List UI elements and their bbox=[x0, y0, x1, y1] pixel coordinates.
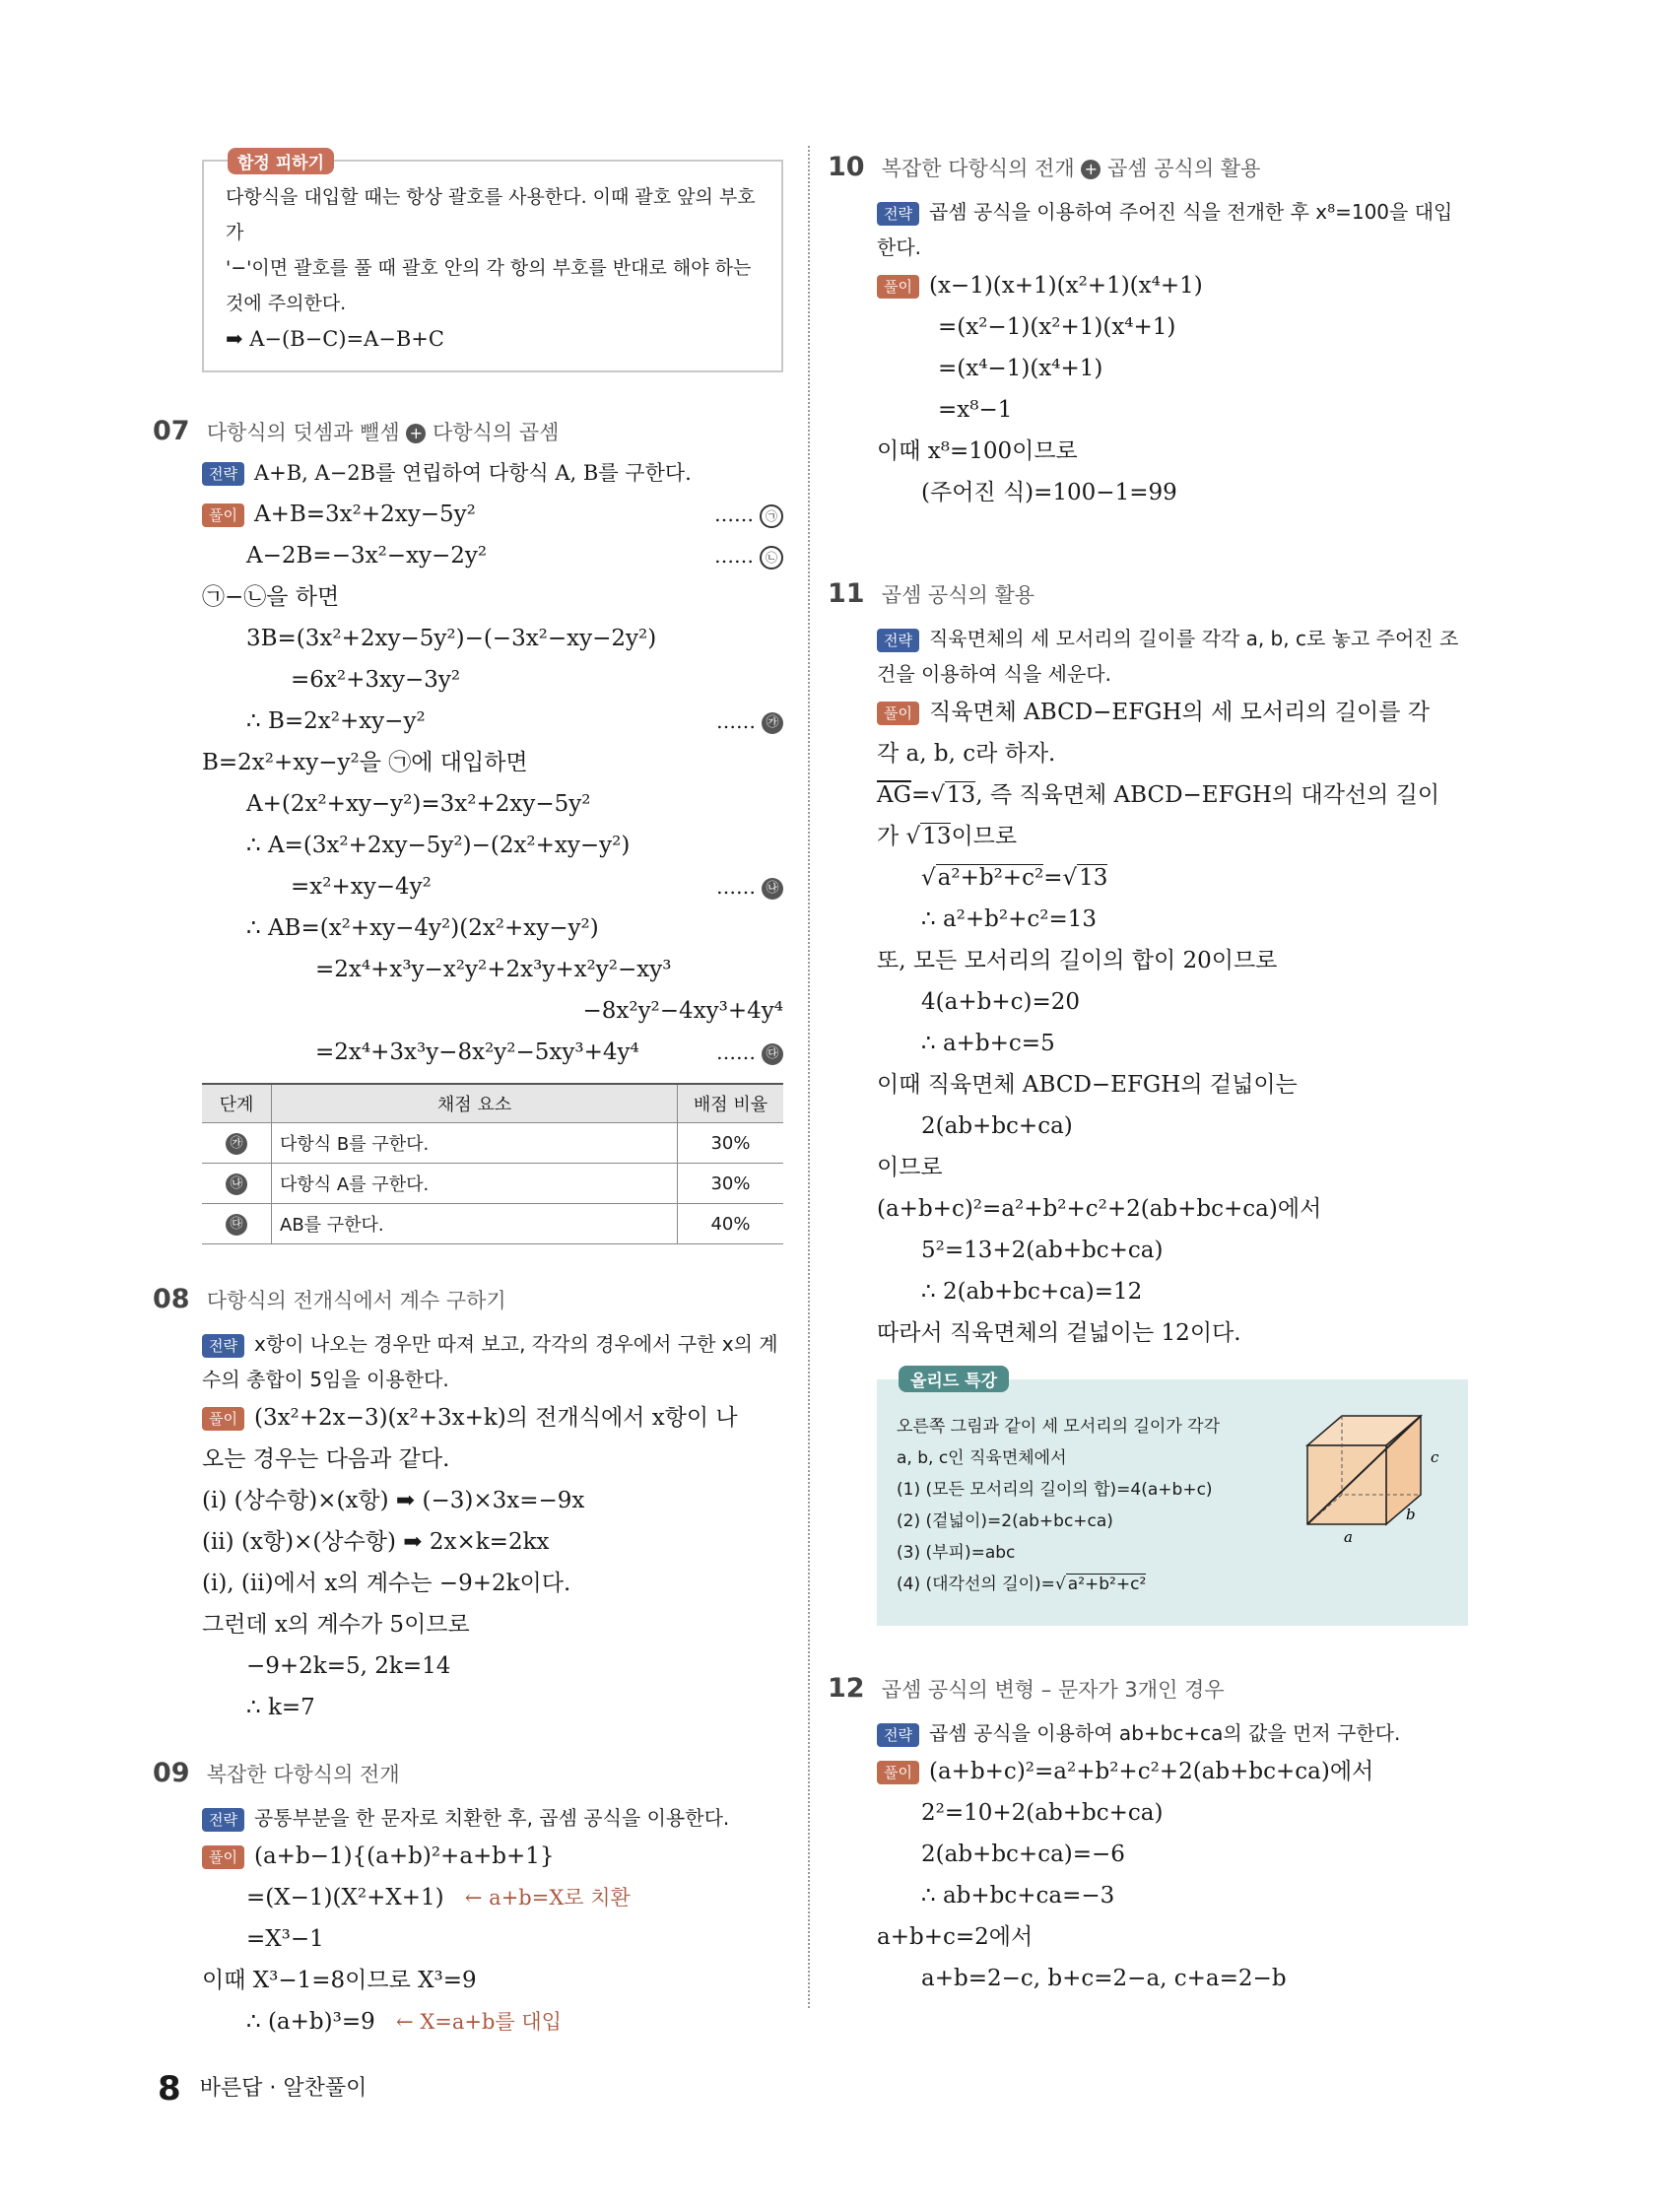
p07-line-4: 3B=(3x²+2xy−5y²)−(−3x²−xy−2y²) bbox=[246, 626, 657, 651]
item-cell: 다항식 A를 구한다. bbox=[272, 1164, 678, 1204]
p09-line-2 bbox=[202, 1877, 783, 1918]
strategy-badge: 전략 bbox=[877, 1723, 919, 1747]
tip-box bbox=[877, 1372, 1468, 1626]
p07-line-7: B=2x²+xy−y²을 ㉠에 대입하면 bbox=[202, 750, 528, 775]
step-circle: ㉯ bbox=[226, 1173, 247, 1195]
problem-07-title-b: 다항식의 곱셈 bbox=[433, 421, 560, 444]
p07-line-10 bbox=[202, 866, 783, 907]
p07-mark-1 bbox=[714, 494, 783, 535]
p09-note-5: ← X=a+b를 대입 bbox=[396, 2010, 562, 2034]
p11-eq-1: 직육면체 ABCD−EFGH의 세 모서리의 길이를 각 bbox=[928, 700, 1431, 725]
p08-line-4: (ⅱ) (x항)×(상수항) ➡ 2x×k=2kx bbox=[202, 1529, 550, 1555]
trap-line-1: 다항식을 대입할 때는 항상 괄호를 사용한다. 이때 괄호 앞의 부호가 bbox=[226, 186, 756, 243]
page-footer bbox=[158, 2069, 367, 2109]
solution-badge: 풀이 bbox=[877, 702, 919, 725]
p12-line-1 bbox=[877, 1751, 1468, 1792]
p07-line-9: ∴ A=(3x²+2xy−5y²)−(2x²+xy−y²) bbox=[246, 833, 631, 858]
problem-10-heading bbox=[828, 148, 1468, 188]
p08-line-7: −9+2k=5, 2k=14 bbox=[246, 1653, 451, 1679]
problem-12-title: 곱셈 공식의 변형 – 문자가 3개인 경우 bbox=[881, 1678, 1225, 1702]
table-row bbox=[202, 1164, 783, 1204]
p07-line-14 bbox=[202, 1032, 783, 1073]
p07-mark-6 bbox=[716, 701, 783, 742]
p11-strategy-1: 직육면체의 세 모서리의 길이를 각각 a, b, c로 놓고 주어진 조 bbox=[928, 627, 1459, 650]
score-table bbox=[202, 1083, 783, 1244]
problem-09 bbox=[153, 1754, 783, 2043]
p09-note-2: ← a+b=X로 치환 bbox=[464, 1886, 631, 1910]
p07-line-5: =6x²+3xy−3y² bbox=[291, 667, 461, 693]
p12-line-6: a+b=2−c, b+c=2−a, c+a=2−b bbox=[921, 1966, 1287, 1991]
tip-line-3: (1) (모든 모서리의 길이의 합)=4(a+b+c) bbox=[897, 1480, 1213, 1500]
p07-mark-10 bbox=[716, 866, 783, 907]
p11-line-3: $\overline{AG}=√13$, 즉 직육면체 ABCD−EFGH의 대각선의 길이 bbox=[877, 782, 1440, 808]
tip-line-4: (2) (겉넓이)=2(ab+bc+ca) bbox=[897, 1511, 1113, 1531]
strategy-badge: 전략 bbox=[202, 1808, 244, 1832]
p08-line-2: 오는 경우는 다음과 같다. bbox=[202, 1446, 450, 1472]
ratio-cell: 30% bbox=[678, 1123, 784, 1164]
circle-label: ㉰ bbox=[762, 1043, 783, 1065]
tip-line-5: (3) (부피)=abc bbox=[897, 1543, 1016, 1563]
score-table-header bbox=[202, 1084, 783, 1123]
p11-line-11: 2(ab+bc+ca) bbox=[921, 1113, 1073, 1139]
problem-07-title-a: 다항식의 덧셈과 뺄셈 bbox=[206, 421, 400, 444]
step-circle: ㉮ bbox=[226, 1133, 247, 1155]
p11-line-6: ∴ a²+b²+c²=13 bbox=[921, 906, 1098, 932]
p10-line-3: =(x⁴−1)(x⁴+1) bbox=[938, 356, 1103, 381]
trap-line-4: ➡ A−(B−C)=A−B+C bbox=[226, 327, 444, 351]
strategy-badge: 전략 bbox=[202, 462, 244, 486]
p08-eq-1: (3x²+2x−3)(x²+3x+k)의 전개식에서 x항이 나 bbox=[253, 1405, 738, 1431]
p11-line-15: ∴ 2(ab+bc+ca)=12 bbox=[921, 1279, 1143, 1305]
p09-strategy-line bbox=[202, 1800, 783, 1836]
p09-strategy: 공통부분을 한 문자로 치환한 후, 곱셈 공식을 이용한다. bbox=[253, 1806, 730, 1830]
p08-line-5: (ⅰ), (ⅱ)에서 x의 계수는 −9+2k이다. bbox=[202, 1571, 571, 1596]
p07-line-3: ㉠−㉡을 하면 bbox=[202, 584, 340, 610]
p07-mark-2 bbox=[714, 535, 783, 576]
circle-label: ㉮ bbox=[762, 712, 783, 734]
strategy-badge: 전략 bbox=[202, 1334, 244, 1358]
equals: = bbox=[910, 782, 931, 808]
item-cell: 다항식 B를 구한다. bbox=[272, 1123, 678, 1164]
page-number: 8 bbox=[158, 2069, 181, 2109]
table-row bbox=[202, 1123, 783, 1164]
cuboid-figure bbox=[1293, 1401, 1450, 1549]
sqrt-13: 13 bbox=[922, 824, 952, 849]
label-a: a bbox=[1344, 1528, 1353, 1546]
p07-line-8: A+(2x²+xy−y²)=3x²+2xy−5y² bbox=[246, 791, 591, 817]
problem-08-title: 다항식의 전개식에서 계수 구하기 bbox=[206, 1289, 506, 1312]
problem-08-number: 08 bbox=[153, 1284, 190, 1314]
p11-line-9: ∴ a+b+c=5 bbox=[921, 1031, 1055, 1056]
plus-icon: + bbox=[406, 424, 426, 443]
solution-badge: 풀이 bbox=[202, 503, 244, 527]
p12-line-4: ∴ ab+bc+ca=−3 bbox=[921, 1883, 1115, 1909]
p10-line-1 bbox=[877, 265, 1468, 306]
p09-eq-2: =(X−1)(X²+X+1) bbox=[246, 1885, 444, 1910]
step-circle: ㉰ bbox=[226, 1214, 247, 1236]
ratio-cell: 40% bbox=[678, 1204, 784, 1244]
p07-line-1 bbox=[202, 494, 783, 535]
p08-line-6: 그런데 x의 계수가 5이므로 bbox=[202, 1612, 470, 1638]
solution-badge: 풀이 bbox=[877, 1761, 919, 1784]
p07-eq-10: =x²+xy−4y² bbox=[291, 874, 432, 900]
problem-09-title: 복잡한 다항식의 전개 bbox=[206, 1763, 400, 1786]
p12-line-2: 2²=10+2(ab+bc+ca) bbox=[921, 1800, 1164, 1826]
problem-07-number: 07 bbox=[153, 416, 190, 446]
step-cell bbox=[202, 1123, 272, 1164]
label-c: c bbox=[1431, 1448, 1439, 1466]
p10-line-2: =(x²−1)(x²+1)(x⁴+1) bbox=[938, 314, 1176, 340]
solution-badge: 풀이 bbox=[202, 1407, 244, 1431]
solution-badge: 풀이 bbox=[202, 1845, 244, 1869]
p11-line-8: 4(a+b+c)=20 bbox=[921, 989, 1080, 1015]
problem-10 bbox=[828, 148, 1468, 513]
strategy-badge: 전략 bbox=[877, 202, 919, 226]
p08-strategy-line-1 bbox=[202, 1326, 783, 1362]
problem-10-title-a: 복잡한 다항식의 전개 bbox=[881, 157, 1075, 180]
problem-11-heading bbox=[828, 574, 1468, 615]
p07-line-12: =2x⁴+x³y−x²y²+2x³y+x²y²−xy³ bbox=[315, 957, 672, 982]
p07-strategy-line bbox=[202, 452, 783, 494]
p11-eq-4-pre: 가 bbox=[877, 824, 906, 849]
p10-eq-1: (x−1)(x+1)(x²+1)(x⁴+1) bbox=[928, 273, 1203, 299]
column-divider bbox=[808, 146, 810, 2008]
p11-line-13: (a+b+c)²=a²+b²+c²+2(ab+bc+ca)에서 bbox=[877, 1196, 1322, 1222]
tip-line-1: 오른쪽 그림과 같이 세 모서리의 길이가 각각 bbox=[897, 1417, 1221, 1437]
sqrt-13: 13 bbox=[1079, 865, 1108, 891]
strategy-badge: 전략 bbox=[877, 629, 919, 652]
solution-badge: 풀이 bbox=[877, 275, 919, 299]
step-cell bbox=[202, 1204, 272, 1244]
p07-line-2 bbox=[202, 535, 783, 576]
problem-10-title-b: 곱셈 공식의 활용 bbox=[1107, 157, 1261, 180]
p08-line-8: ∴ k=7 bbox=[246, 1695, 315, 1720]
p11-strategy-line-2: 건을 이용하여 식을 세운다. bbox=[877, 662, 1111, 686]
p11-eq-4-post: 이므로 bbox=[951, 824, 1018, 849]
p09-line-4: 이때 X³−1=8이므로 X³=9 bbox=[202, 1968, 477, 1993]
p10-strategy-line-2: 한다. bbox=[877, 235, 921, 259]
problem-10-number: 10 bbox=[828, 152, 865, 182]
p11-line-10: 이때 직육면체 ABCD−EFGH의 겉넓이는 bbox=[877, 1072, 1298, 1098]
problem-08-heading bbox=[153, 1280, 783, 1320]
p12-strategy: 곱셈 공식을 이용하여 ab+bc+ca의 값을 먼저 구한다. bbox=[928, 1721, 1401, 1745]
equals: = bbox=[1043, 865, 1063, 891]
problem-07 bbox=[153, 412, 783, 1244]
tip-line-6: (4) (대각선의 길이)=√ a²+b²+c² bbox=[897, 1575, 1147, 1594]
dots: …… bbox=[714, 544, 754, 568]
header-step: 단계 bbox=[202, 1084, 272, 1123]
p11-line-14: 5²=13+2(ab+bc+ca) bbox=[921, 1238, 1164, 1263]
problem-11 bbox=[828, 574, 1468, 1626]
dots: …… bbox=[716, 709, 756, 733]
header-ratio: 배점 비율 bbox=[678, 1084, 784, 1123]
p07-eq-2: A−2B=−3x²−xy−2y² bbox=[246, 543, 488, 569]
left-column bbox=[153, 148, 783, 2043]
problem-12-number: 12 bbox=[828, 1673, 865, 1704]
p09-eq-5: ∴ (a+b)³=9 bbox=[246, 2009, 375, 2035]
problem-07-heading bbox=[153, 412, 783, 452]
ratio-cell: 30% bbox=[678, 1164, 784, 1204]
p09-eq-1: (a+b−1){(a+b)²+a+b+1} bbox=[253, 1843, 555, 1869]
footer-label: 바른답 · 알찬풀이 bbox=[199, 2076, 367, 2101]
circle-label: ㉡ bbox=[760, 546, 783, 570]
p11-line-1 bbox=[877, 692, 1468, 733]
tip-line-6-pre: (4) (대각선의 길이)= bbox=[897, 1575, 1055, 1594]
p08-strategy-1: x항이 나오는 경우만 따져 보고, 각각의 경우에서 구한 x의 계 bbox=[253, 1332, 778, 1356]
p11-line-5: √a²+b²+c²=√13 bbox=[921, 865, 1108, 891]
p07-line-13: −8x²y²−4xy³+4y⁴ bbox=[582, 998, 783, 1024]
problem-11-number: 11 bbox=[828, 578, 865, 609]
p08-line-3: (ⅰ) (상수항)×(x항) ➡ (−3)×3x=−9x bbox=[202, 1488, 585, 1513]
trap-box-tag: 함정 피하기 bbox=[228, 148, 334, 174]
label-b: b bbox=[1406, 1506, 1416, 1523]
p11-line-2: 각 a, b, c라 하자. bbox=[877, 741, 1056, 767]
trap-box bbox=[202, 154, 783, 372]
p12-eq-1: (a+b+c)²=a²+b²+c²+2(ab+bc+ca)에서 bbox=[928, 1759, 1374, 1784]
item-cell: AB를 구한다. bbox=[272, 1204, 678, 1244]
sqrt-13: 13 bbox=[946, 782, 976, 808]
problem-11-title: 곱셈 공식의 활용 bbox=[881, 583, 1035, 607]
circle-label: ㉠ bbox=[760, 504, 783, 528]
p11-strategy-line-1 bbox=[877, 621, 1468, 656]
segment-ag: $\overline{AG}$ bbox=[877, 782, 911, 808]
right-column bbox=[828, 148, 1468, 1999]
trap-line-2: '−'이면 괄호를 풀 때 괄호 안의 각 항의 부호를 반대로 해야 하는 bbox=[226, 257, 752, 279]
p10-strategy-line-1 bbox=[877, 194, 1468, 230]
dots: …… bbox=[716, 875, 756, 899]
p08-strategy-line-2: 수의 총합이 5임을 이용한다. bbox=[202, 1368, 449, 1391]
p10-line-6: (주어진 식)=100−1=99 bbox=[921, 480, 1177, 505]
problem-12 bbox=[828, 1669, 1468, 1999]
problem-09-heading bbox=[153, 1754, 783, 1794]
p11-line-4: 가 √13이므로 bbox=[877, 824, 1018, 849]
p10-line-4: =x⁸−1 bbox=[938, 397, 1013, 423]
dots: …… bbox=[716, 1040, 756, 1064]
sqrt-sum-squares: a²+b²+c² bbox=[1067, 1575, 1147, 1594]
p12-line-5: a+b+c=2에서 bbox=[877, 1924, 1034, 1950]
dots: …… bbox=[714, 503, 754, 526]
plus-icon: + bbox=[1081, 160, 1101, 179]
header-item: 채점 요소 bbox=[272, 1084, 678, 1123]
p07-eq-6: ∴ B=2x²+xy−y² bbox=[246, 708, 426, 734]
p09-line-5 bbox=[202, 2001, 783, 2043]
step-cell bbox=[202, 1164, 272, 1204]
tip-box-tag: 올리드 특강 bbox=[899, 1366, 1009, 1392]
p07-eq-14: =2x⁴+3x³y−8x²y²−5xy³+4y⁴ bbox=[315, 1039, 639, 1065]
p10-line-5: 이때 x⁸=100이므로 bbox=[877, 438, 1078, 464]
p11-line-7: 또, 모든 모서리의 길이의 합이 20이므로 bbox=[877, 948, 1278, 973]
p11-line-12: 이므로 bbox=[877, 1155, 943, 1180]
table-row bbox=[202, 1204, 783, 1244]
p07-line-11: ∴ AB=(x²+xy−4y²)(2x²+xy−y²) bbox=[246, 915, 599, 941]
p11-line-16: 따라서 직육면체의 겉넓이는 12이다. bbox=[877, 1320, 1241, 1346]
p07-strategy: A+B, A−2B를 연립하여 다항식 A, B를 구한다. bbox=[253, 461, 692, 485]
p07-eq-1: A+B=3x²+2xy−5y² bbox=[253, 502, 476, 527]
p07-mark-14 bbox=[716, 1032, 783, 1073]
trap-line-3: 것에 주의한다. bbox=[226, 293, 347, 314]
p08-line-1 bbox=[202, 1397, 783, 1439]
p10-strategy-1: 곱셈 공식을 이용하여 주어진 식을 전개한 후 x⁸=100을 대입 bbox=[928, 200, 1453, 224]
problem-09-number: 09 bbox=[153, 1758, 190, 1788]
p12-strategy-line bbox=[877, 1715, 1468, 1751]
p09-line-3: =X³−1 bbox=[246, 1926, 324, 1952]
problem-08 bbox=[153, 1280, 783, 1728]
p07-line-6 bbox=[202, 701, 783, 742]
p12-line-3: 2(ab+bc+ca)=−6 bbox=[921, 1842, 1125, 1867]
tip-line-2: a, b, c인 직육면체에서 bbox=[897, 1448, 1067, 1468]
p11-eq-3-rest: , 즉 직육면체 ABCD−EFGH의 대각선의 길이 bbox=[975, 782, 1440, 808]
p09-line-1 bbox=[202, 1836, 783, 1877]
problem-12-heading bbox=[828, 1669, 1468, 1709]
circle-label: ㉯ bbox=[762, 878, 783, 900]
sqrt-sum-squares: a²+b²+c² bbox=[937, 865, 1044, 891]
